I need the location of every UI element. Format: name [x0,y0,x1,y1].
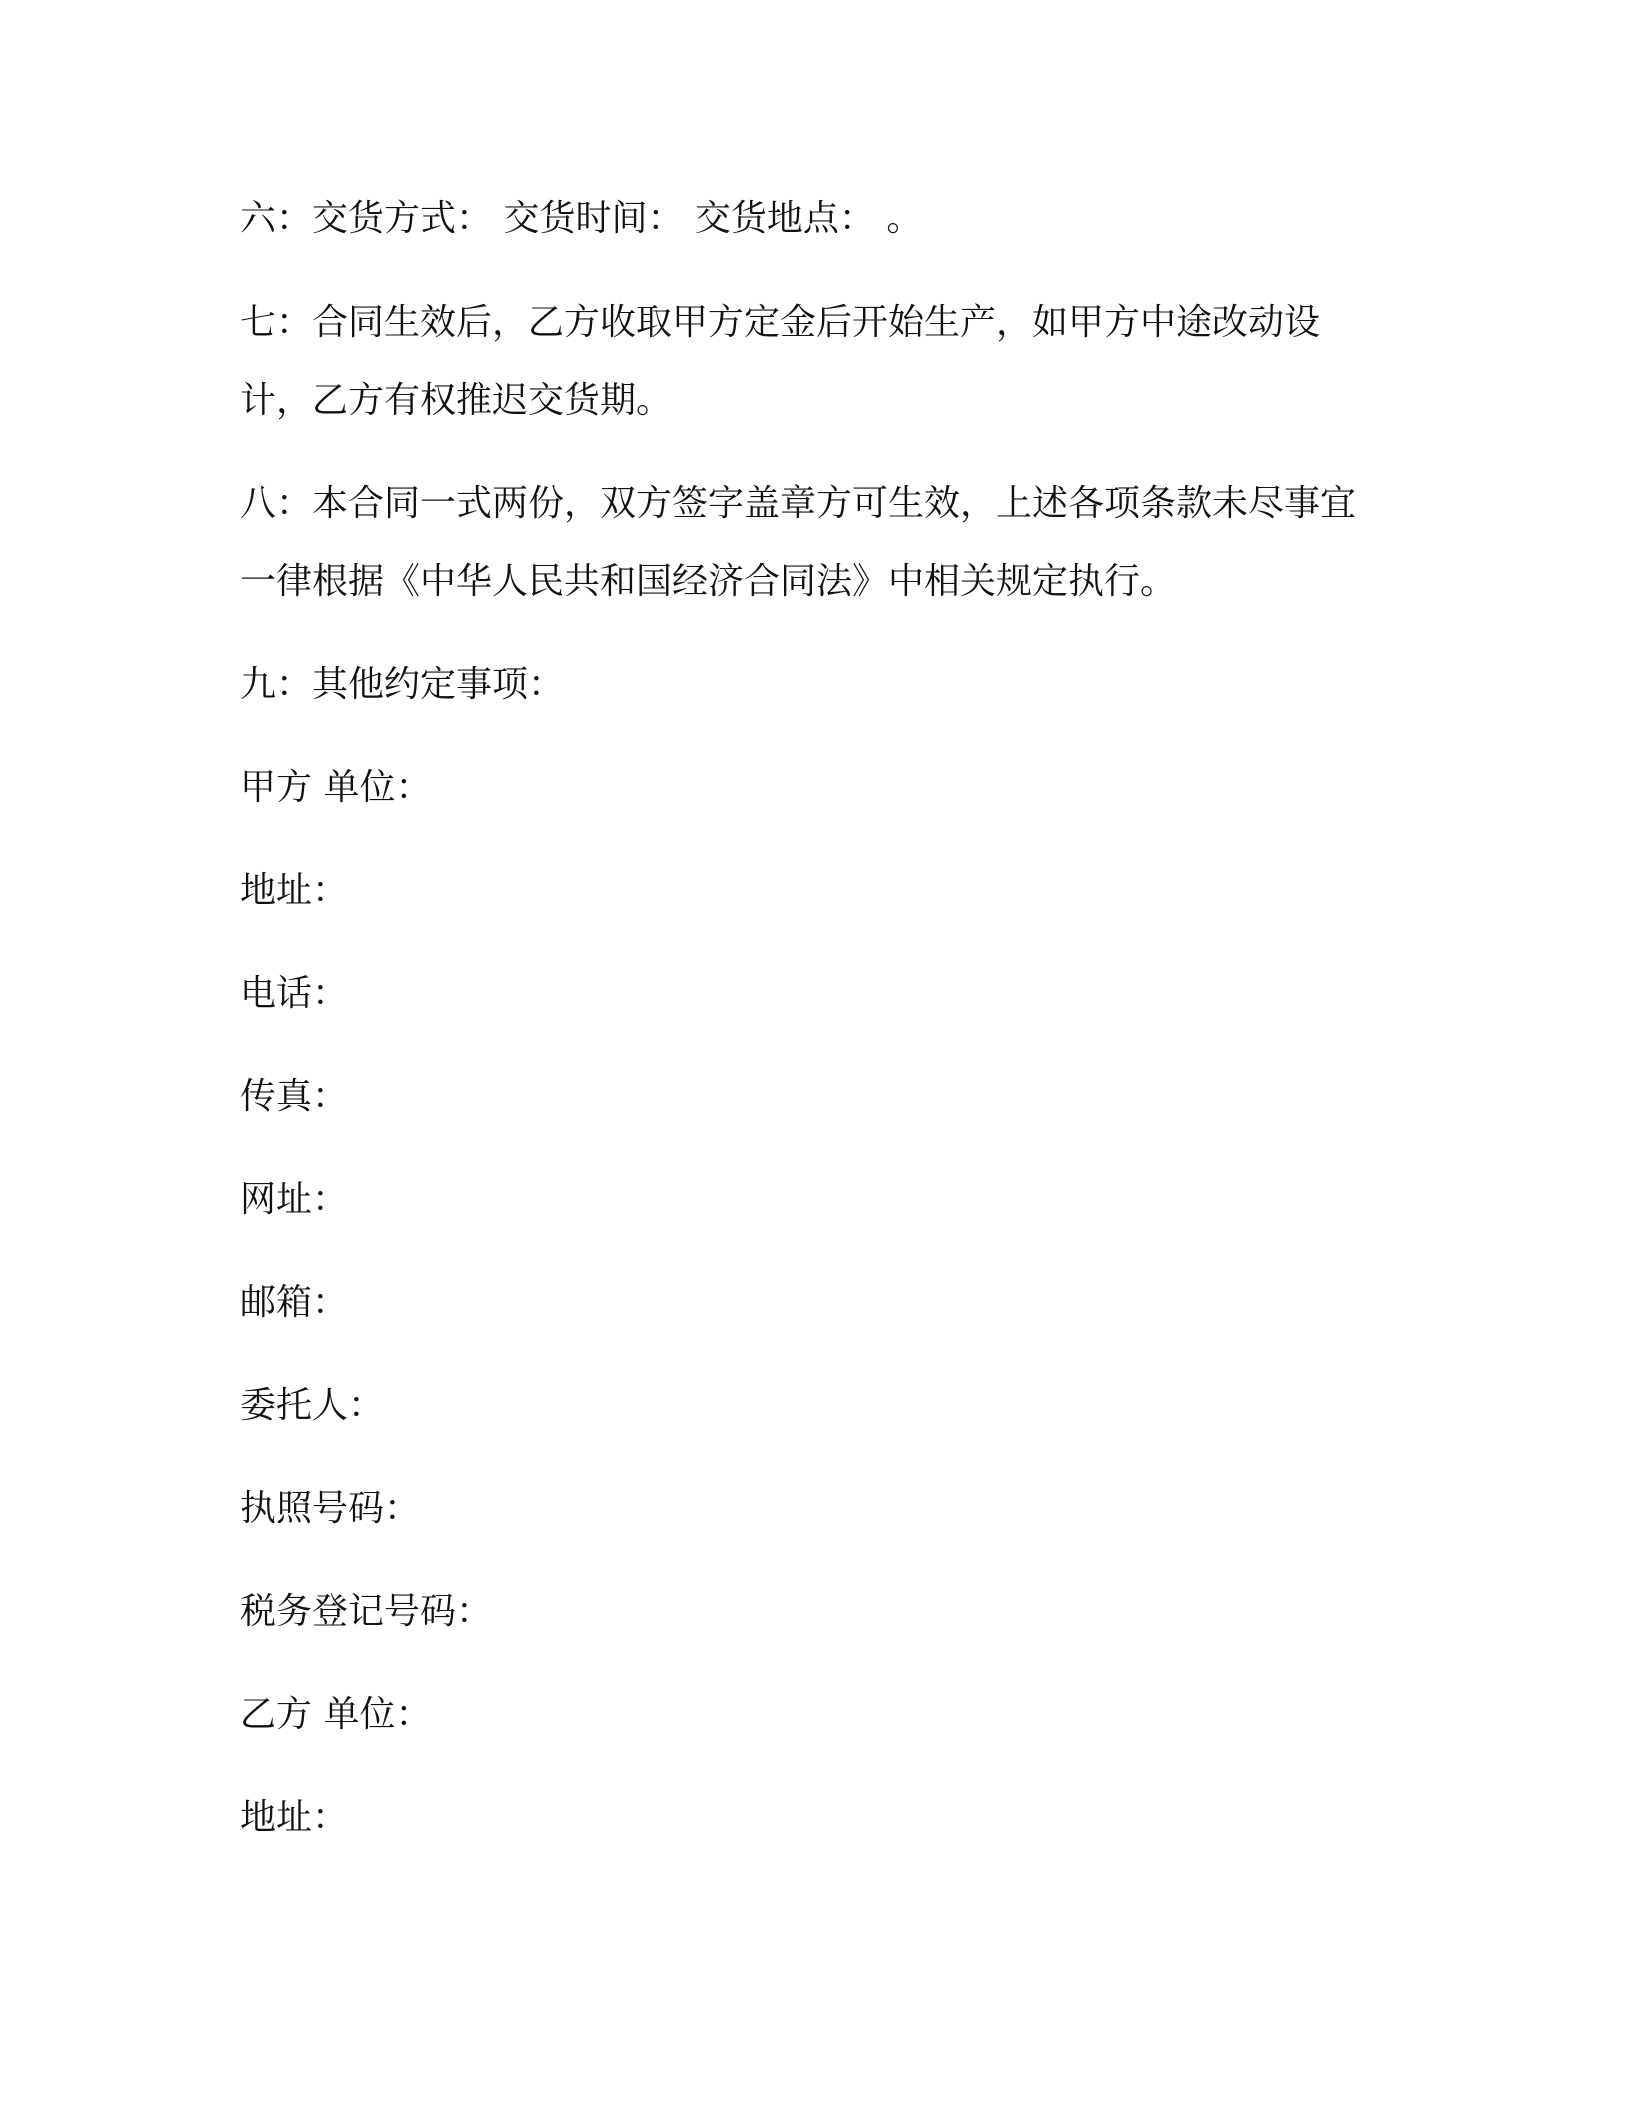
party-a-address: 地址： [240,870,349,911]
clause-seven: 七：合同生效后，乙方收取甲方定金后开始生产，如甲方中途改动设计，乙方有权推迟交货期。 [240,302,1321,421]
clause-six: 六：交货方式： 交货时间： 交货地点： 。 [240,198,923,239]
party-a-phone: 电话： [240,973,349,1014]
party-a-fax: 传真： [240,1076,349,1117]
party-a-unit: 甲方 单位： [240,767,432,808]
clause-nine: 九：其他约定事项： [240,664,565,705]
party-a-email: 邮箱： [240,1282,349,1323]
party-a-agent: 委托人： [240,1385,385,1426]
party-a-license-number: 执照号码： [240,1488,421,1529]
party-a-website: 网址： [240,1179,349,1220]
clause-eight: 八：本合同一式两份，双方签字盖章方可生效，上述各项条款未尽事宜一律根据《中华人民共和国经济合同法》中相关规定执行。 [240,483,1357,602]
party-b-address: 地址： [240,1797,349,1838]
party-a-tax-number: 税务登记号码： [240,1591,493,1632]
party-b-unit: 乙方 单位： [240,1694,432,1735]
